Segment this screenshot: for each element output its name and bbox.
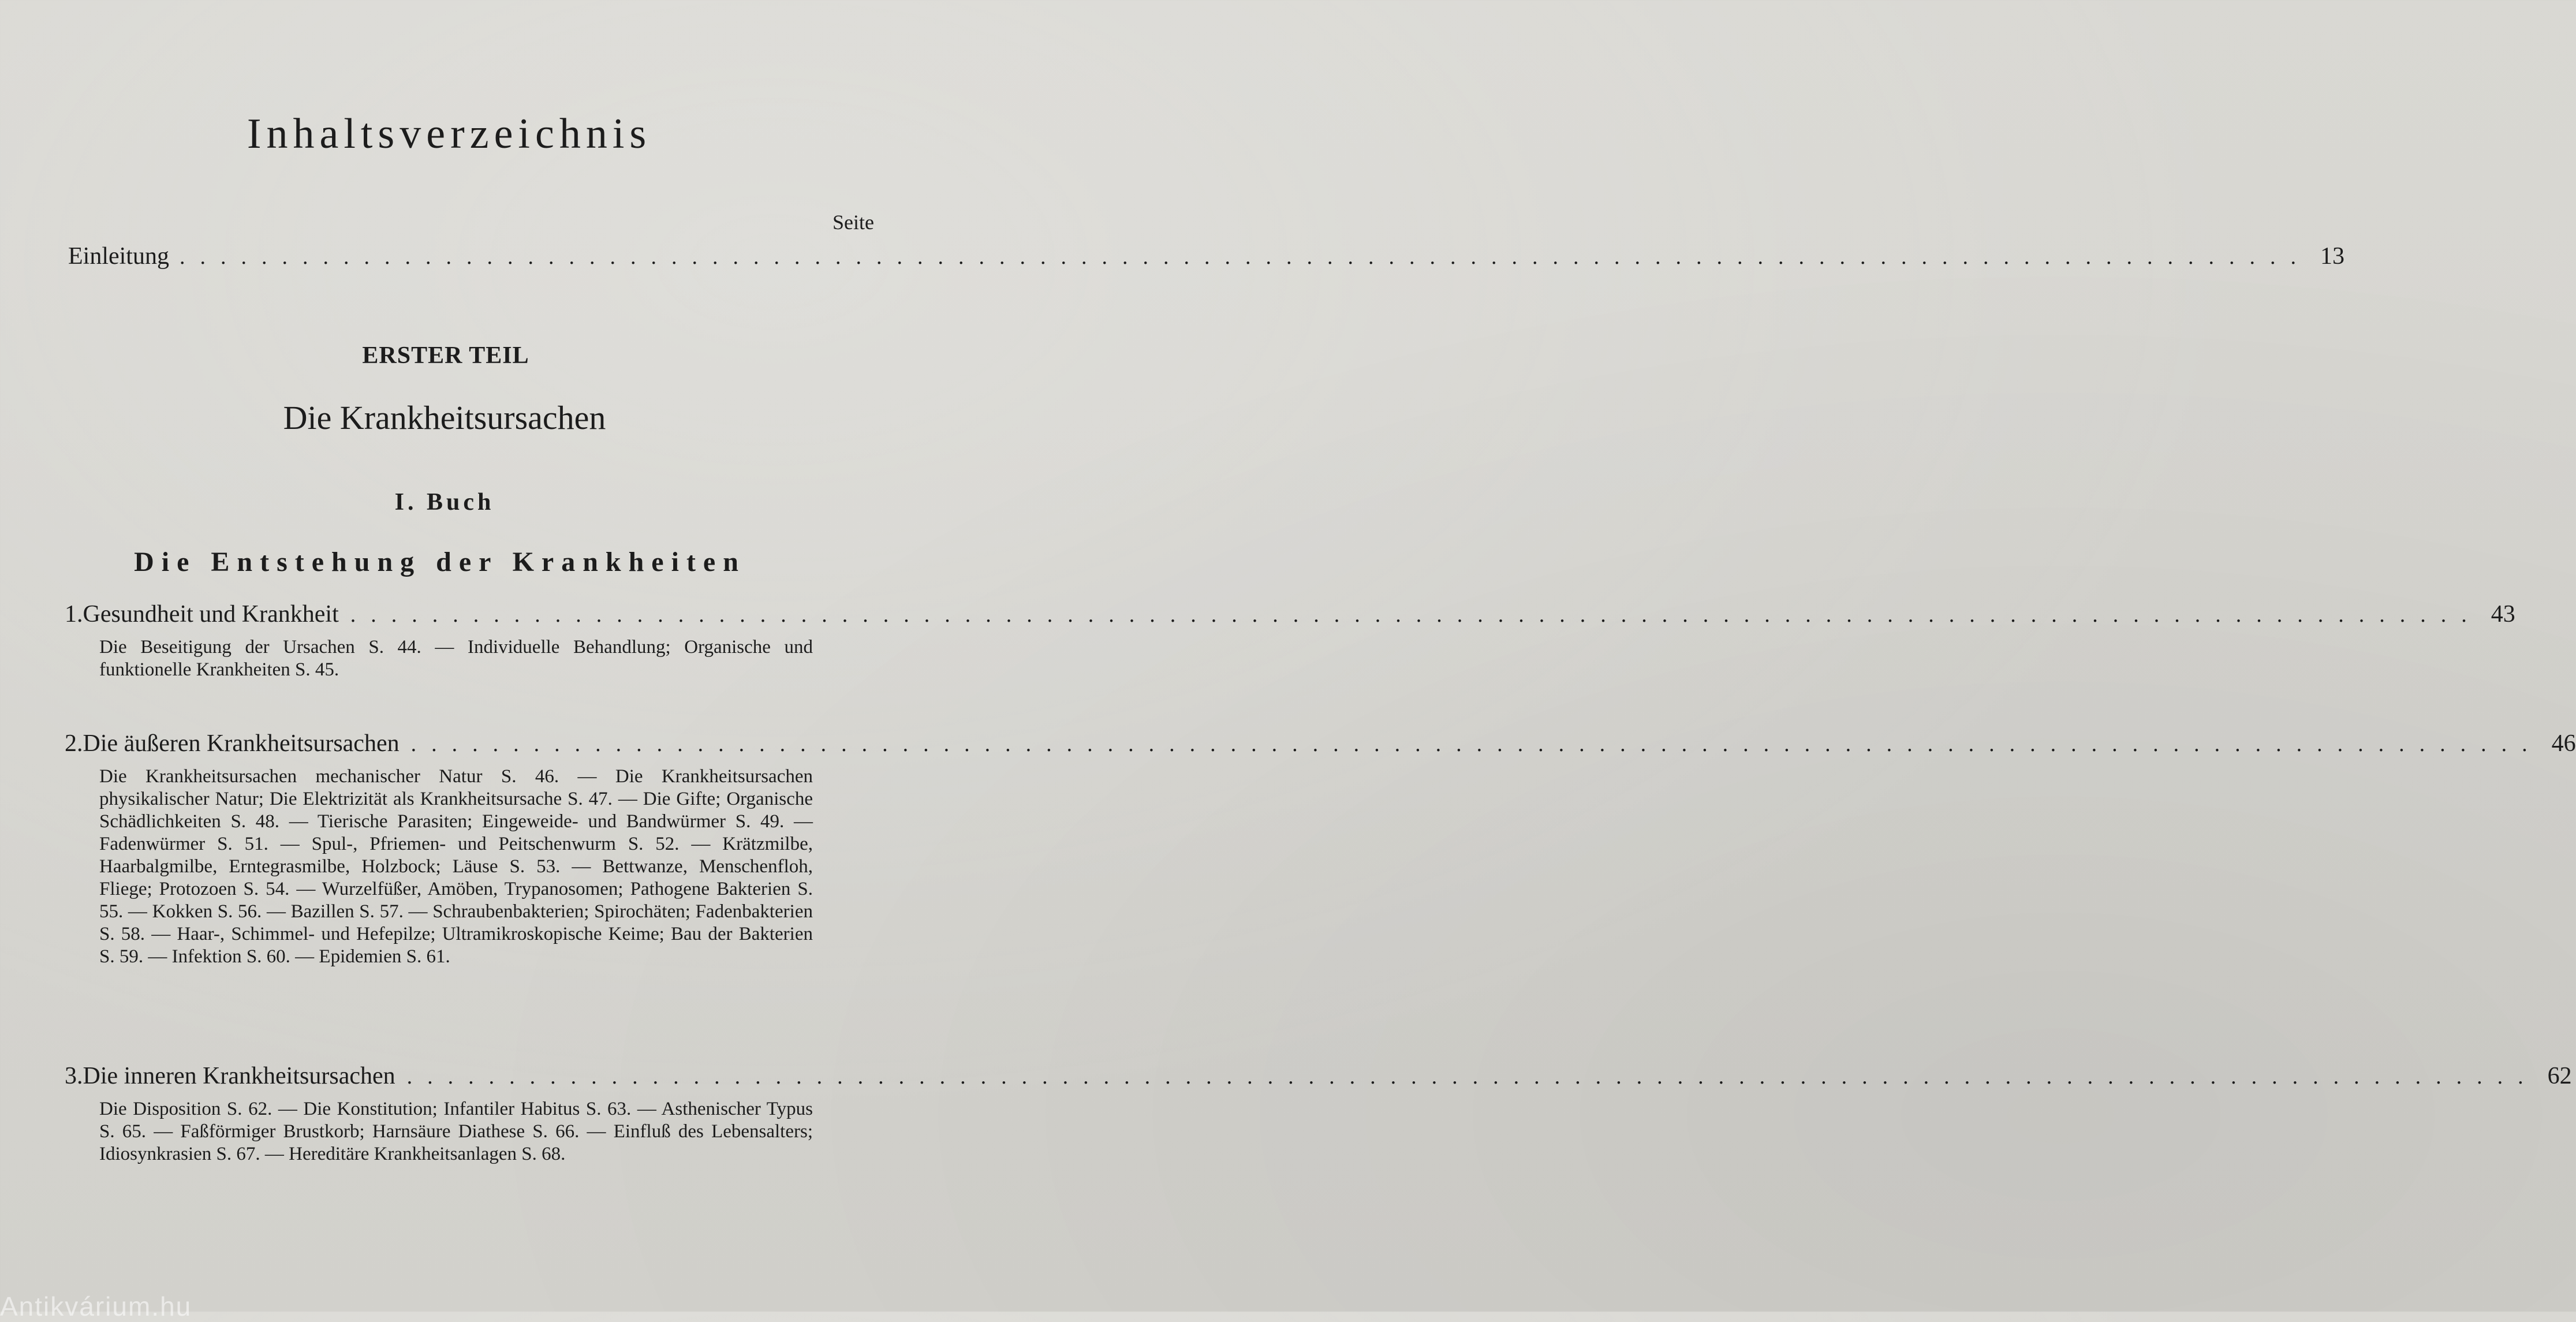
part-title: Die Krankheitsursachen: [283, 399, 606, 436]
watermark: Antikvárium.hu: [0, 1291, 192, 1321]
chapter-page: 46: [2551, 730, 2576, 757]
chapter-number: 2.: [65, 730, 83, 757]
chapter-entry: [65, 600, 2515, 681]
chapter-description: Die Disposition S. 62. — Die Konstitution; Infantiler Habitus S. 63. — Asthenischer Typus S. 65. — Faßförmiger Brustkorb; Harnsäure Diathese S. 66. — Einfluß des Lebensalters; Idiosynkrasien S. 67. — Hereditäre Krankheitsanlagen S. 68.: [99, 1099, 813, 1164]
chapter-heading: [65, 600, 2515, 628]
toc-entry-label: Einleitung: [68, 243, 169, 270]
toc-entry-page: 13: [2320, 243, 2344, 270]
page-title: Inhaltsverzeichnis: [247, 110, 652, 158]
chapter-entry: [65, 1062, 2572, 1166]
page-column-label: Seite: [832, 211, 874, 234]
toc-entry-intro: [68, 242, 2344, 270]
book-title: Die Entstehung der Krankheiten: [134, 547, 746, 577]
chapter-description: Die Krankheitsursachen mechanischer Natur S. 46. — Die Krankheitsursachen physikalischer Natur; Die Elektrizität als Krankheitsursache S. 47. — Die Gifte; Organische Schädlichkeiten S. 48. — Tierische Parasiten; Eingeweide- und Bandwürmer S. 49. — Fadenwürmer S. 51. — Spul-, Pfriemen- und Peitschenwurm S. 52. — Krätzmilbe, Haarbalgmilbe, Erntegrasmilbe, Holzbock; Läuse S. 53. — Bettwanze, Menschenfloh, Fliege; Protozoen S. 54. — Wurzelfüßer, Amöben, Trypanosomen; Pathogene Bakterien S. 55. — Kokken S. 56. — Bazillen S. 57. — Schraubenbakterien; Spirochäten; Fadenbakterien S. 58. — Haar-, Schimmel- und Hefepilze; Ultramikroskopische Keime; Bau der Bakterien S. 59. — Infektion S. 60. — Epidemien S. 61.: [99, 766, 813, 967]
chapter-number: 1.: [65, 601, 83, 628]
chapter-title: Die äußeren Krankheitsursachen: [83, 730, 400, 757]
book-label: I. Buch: [394, 489, 495, 516]
chapter-heading: [65, 1062, 2572, 1090]
chapter-entry: [65, 730, 2576, 968]
leader-dots: ........................................................................................................: [410, 732, 2543, 756]
leader-dots: ........................................................................................................: [350, 603, 2482, 627]
leader-dots: ........................................................................................................: [179, 245, 2311, 269]
chapter-page: 43: [2491, 601, 2515, 628]
leader-dots: ........................................................................................................: [406, 1065, 2538, 1089]
chapter-description: Die Beseitigung der Ursachen S. 44. — Individuelle Behandlung; Organische und funktionelle Krankheiten S. 45.: [99, 637, 813, 680]
part-label: ERSTER TEIL: [362, 342, 529, 369]
chapter-title: Die inneren Krankheitsursachen: [83, 1063, 395, 1089]
chapter-page: 62: [2547, 1063, 2572, 1089]
chapter-heading: [65, 730, 2576, 757]
chapter-number: 3.: [65, 1063, 83, 1089]
chapter-title: Gesundheit und Krankheit: [83, 601, 339, 628]
